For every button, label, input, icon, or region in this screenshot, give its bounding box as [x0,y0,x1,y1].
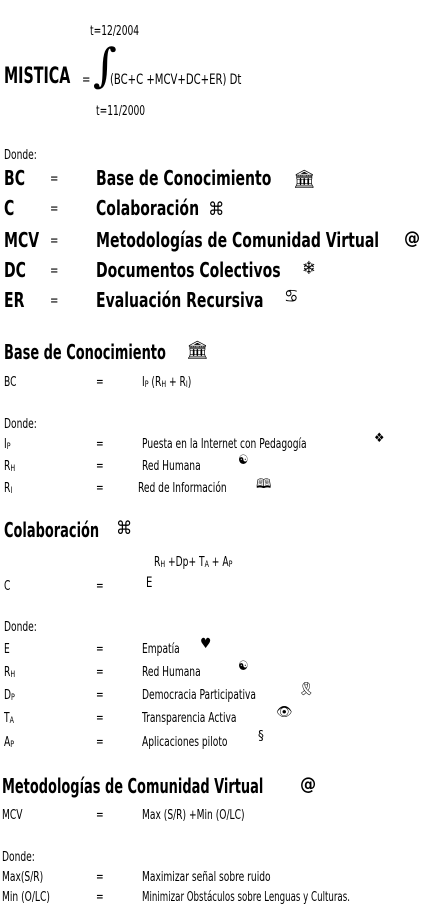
mcv-eq-rhs: Max (S/R) +Min (O/LC) [142,808,245,823]
mcv-heading: Metodologías de Comunidad Virtual [2,774,264,798]
integral-sign: ∫ [93,38,117,92]
colab-row-sym: TA [4,711,14,726]
def-eq: = [50,201,59,217]
def-text-dc: Documentos Colectivos [96,258,281,282]
bc-row-text: Red Humana [142,459,201,474]
colab-row-text: Transparencia Activa [142,711,237,726]
mcv-row-text: Minimizar Obstáculos sobre Lenguas y Culturas. [142,890,350,905]
colab-row-text: Democracia Participativa [142,688,257,703]
snowflake-icon: ❄ [302,258,316,279]
bc-row-sym: RI [4,481,13,496]
def-eq: = [50,293,59,309]
squiggle-icon: § [258,729,264,744]
donde-label: Donde: [4,148,37,163]
colab-eq-lhs: C [4,579,11,594]
mcv-donde: Donde: [2,850,35,865]
diamond-cross-icon: ❖ [374,431,385,446]
bc-row-sym: IP [4,437,11,452]
formula-integrand: (BC+C +MCV+DC+ER) Dt [110,72,242,88]
upper-limit: t=12/2004 [90,24,140,39]
mcv-row-abbr: Max(S/R) [2,870,44,885]
mcv-row-eq: = [96,890,104,905]
mcv-row-eq: = [96,870,104,885]
mcv-eq-sign: = [96,808,104,823]
bc-donde: Donde: [4,417,37,432]
ribbon-icon: 🎗 [298,682,315,697]
heart-icon: ♥ [200,636,212,652]
colab-row-text: Empatía [142,642,180,657]
open-book-icon: 🕮 [256,477,272,492]
colab-superscript: RH +Dp+ TA + AP [154,555,233,570]
colab-row-sym: E [4,642,10,657]
def-eq: = [50,171,59,187]
yin-yang-icon: ☯ [238,659,249,674]
bc-row-text: Red de Información [138,481,227,496]
def-text-mcv: Metodologías de Comunidad Virtual [96,228,380,252]
mcv-row-text: Maximizar señal sobre ruido [142,870,271,885]
mcv-row-abbr: Min (O/LC) [2,890,50,905]
colab-row-text: Aplicaciones piloto [142,735,228,750]
bc-row-text: Puesta en la Internet con Pedagogía [142,437,307,452]
colab-row-eq: = [96,711,104,726]
def-abbr-er: ER [4,288,25,312]
bc-row-eq: = [96,437,104,452]
colab-row-eq: = [96,665,104,680]
def-abbr-dc: DC [4,258,26,282]
colab-row-sym: DP [4,688,15,703]
bc-row-sym: RH [4,459,16,474]
bc-row-eq: = [96,481,104,496]
def-text-c: Colaboración ⌘ [96,196,225,220]
command-icon: ⌘ [116,518,133,539]
lower-limit: t=11/2000 [96,104,146,119]
bank-icon: 🏛 [292,169,316,190]
bc-eq-rhs: IP (RH + RI) [142,375,192,390]
eye-icon: 👁 [276,705,293,720]
formula-equals: = [82,72,91,88]
at-icon: @ [300,774,317,795]
bc-eq-sign: = [96,375,104,390]
mcv-eq-lhs: MCV [2,808,23,823]
colab-row-text: Red Humana [142,665,201,680]
at-icon: @ [404,228,421,249]
yin-yang-icon: ☯ [238,453,249,468]
colab-row-eq: = [96,688,104,703]
def-abbr-mcv: MCV [4,228,40,252]
def-eq: = [50,233,59,249]
colab-heading: Colaboración [4,518,100,542]
def-text-er: Evaluación Recursiva [96,288,264,312]
bank-icon: 🏛 [186,340,209,361]
bc-heading: Base de Conocimiento [4,340,166,364]
def-eq: = [50,263,59,279]
bc-row-eq: = [96,459,104,474]
def-abbr-c: C [4,196,15,220]
formula-lhs: MISTICA [4,64,71,89]
command-icon: ⌘ [208,199,225,220]
def-abbr-bc: BC [4,166,25,190]
colab-eq-sign: = [96,579,104,594]
cancer-icon: ♋ [284,286,299,307]
colab-row-eq: = [96,735,104,750]
colab-row-sym: RH [4,665,16,680]
def-text-bc: Base de Conocimiento 🏛 [96,166,316,190]
colab-donde: Donde: [4,620,37,635]
colab-eq-rhs: E [146,575,153,591]
colab-row-sym: AP [4,735,15,750]
colab-row-eq: = [96,642,104,657]
bc-eq-lhs: BC [4,375,17,390]
